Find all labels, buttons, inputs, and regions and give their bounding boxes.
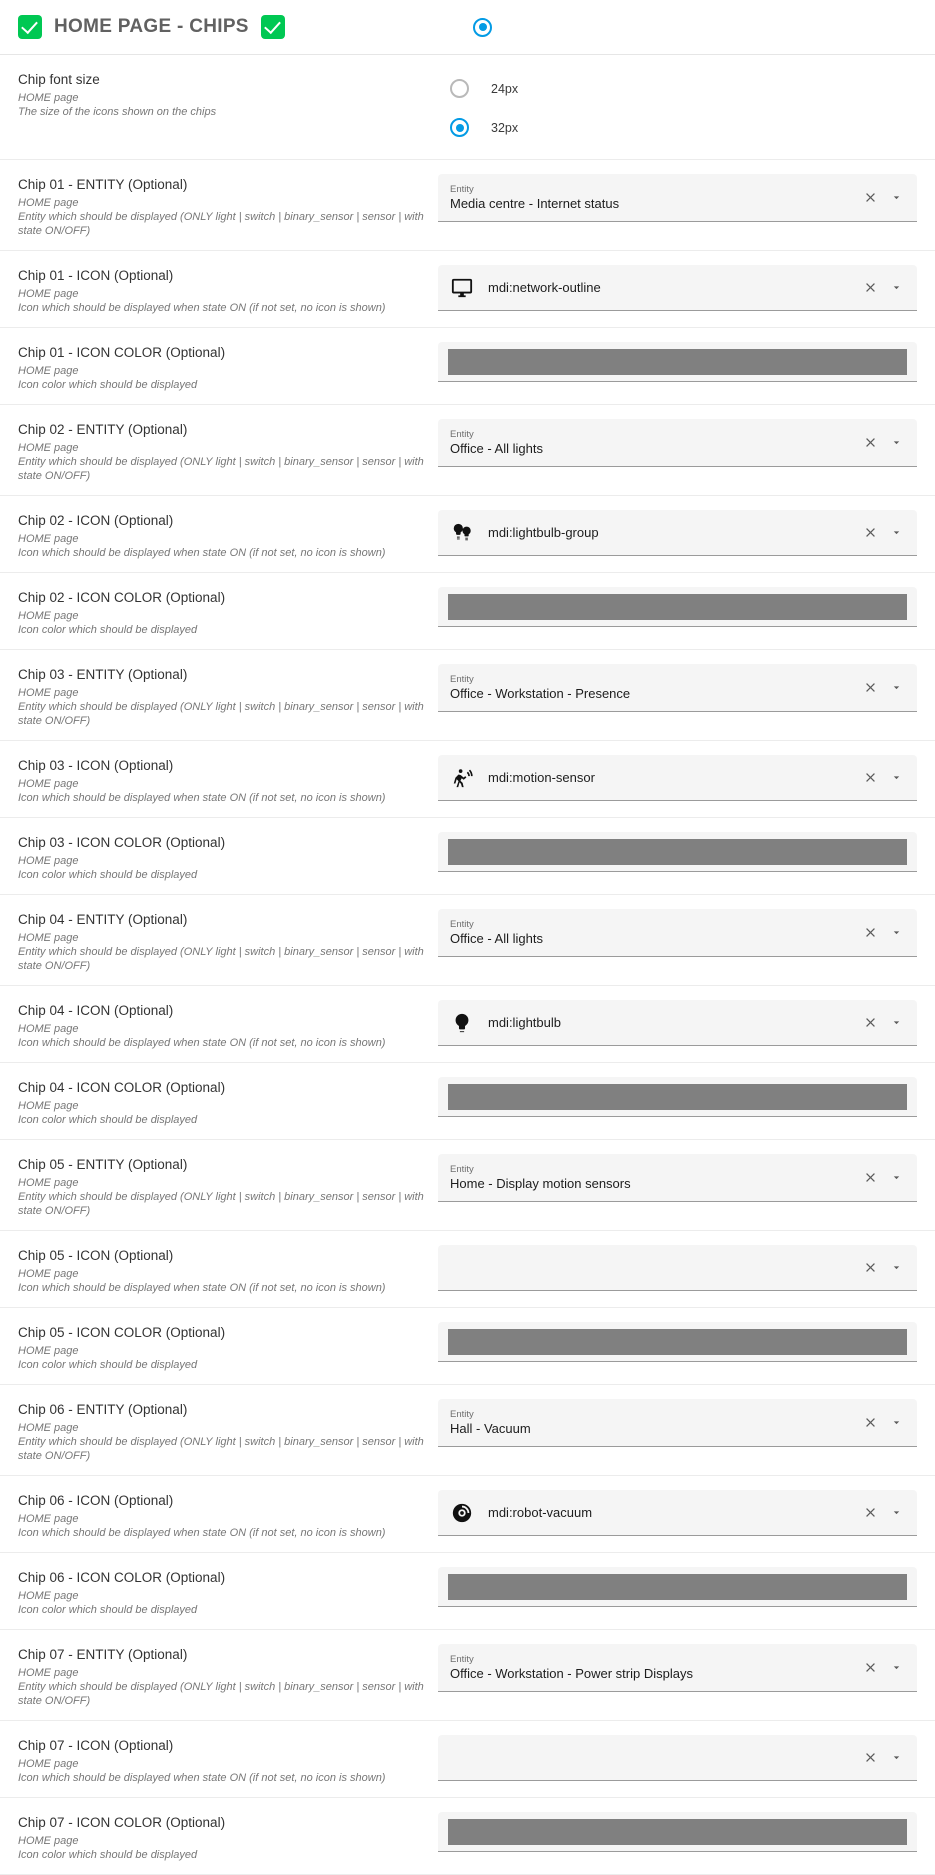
setting-description: Icon which should be displayed when state ON (if not set, no icon is shown)	[18, 1772, 386, 1784]
clear-icon[interactable]	[857, 1745, 883, 1771]
label-column	[18, 907, 438, 973]
control-column	[438, 67, 917, 147]
setting-description: Icon color which should be displayed	[18, 1114, 198, 1126]
setting-row-chip-icon-color	[0, 818, 935, 895]
setting-row-chip-entity	[0, 1630, 935, 1721]
setting-description: Icon color which should be displayed	[18, 1849, 198, 1861]
setting-title: Chip 01 - ICON (Optional)	[18, 268, 174, 283]
setting-description: Icon which should be displayed when state ON (if not set, no icon is shown)	[18, 1282, 386, 1294]
entity-picker-field[interactable]	[438, 419, 917, 467]
control-column	[438, 907, 917, 957]
clear-icon[interactable]	[857, 1255, 883, 1281]
setting-title: Chip 07 - ENTITY (Optional)	[18, 1647, 188, 1662]
label-column	[18, 1243, 438, 1295]
entity-picker-field[interactable]	[438, 1399, 917, 1447]
entity-value: Media centre - Internet status	[450, 195, 620, 211]
font-size-option-label: 24px	[491, 81, 519, 96]
color-swatch[interactable]	[448, 839, 907, 865]
setting-description: Entity which should be displayed (ONLY light | switch | binary_sensor | sensor | with state ON/OFF)	[18, 1436, 424, 1462]
setting-row-chip-icon	[0, 1721, 935, 1798]
label-column	[18, 263, 438, 315]
label-column	[18, 1733, 438, 1785]
setting-description: Entity which should be displayed (ONLY light | switch | binary_sensor | sensor | with state ON/OFF)	[18, 1681, 424, 1707]
setting-description: HOME page	[18, 1667, 79, 1679]
setting-description: HOME page	[18, 778, 79, 790]
icon-picker-text	[450, 1501, 857, 1525]
entity-value: Office - Workstation - Power strip Displays	[450, 1665, 693, 1681]
setting-description: HOME page	[18, 1590, 79, 1602]
robot-vacuum-icon	[450, 1501, 474, 1525]
color-picker-field[interactable]	[438, 587, 917, 627]
control-column	[438, 998, 917, 1046]
entity-field-label: Entity	[450, 1163, 474, 1175]
setting-description: HOME page	[18, 1023, 79, 1035]
control-column	[438, 1075, 917, 1117]
setting-row-chip-icon-color	[0, 1798, 935, 1875]
font-size-option-24[interactable]	[438, 69, 917, 108]
setting-description: HOME page	[18, 1758, 79, 1770]
setting-row-chip-icon-color	[0, 1308, 935, 1385]
color-picker-field[interactable]	[438, 342, 917, 382]
entity-picker-text	[450, 674, 857, 702]
label-column	[18, 1810, 438, 1862]
setting-row-chip-font-size	[0, 55, 935, 160]
clear-icon[interactable]	[857, 1410, 883, 1436]
entity-picker-text	[450, 184, 857, 212]
setting-title: Chip 04 - ENTITY (Optional)	[18, 912, 188, 927]
setting-title: Chip 03 - ICON (Optional)	[18, 758, 174, 773]
label-column	[18, 1397, 438, 1463]
chevron-down-icon[interactable]	[883, 765, 909, 791]
entity-picker-field[interactable]	[438, 1644, 917, 1692]
clear-icon[interactable]	[857, 275, 883, 301]
entity-picker-field[interactable]	[438, 174, 917, 222]
setting-title: Chip font size	[18, 72, 100, 87]
setting-title: Chip 06 - ICON COLOR (Optional)	[18, 1570, 226, 1585]
setting-description: Icon which should be displayed when state ON (if not set, no icon is shown)	[18, 1527, 386, 1539]
entity-field-label: Entity	[450, 1408, 474, 1420]
setting-description: Entity which should be displayed (ONLY light | switch | binary_sensor | sensor | with state ON/OFF)	[18, 1191, 424, 1217]
setting-title: Chip 03 - ENTITY (Optional)	[18, 667, 188, 682]
no-icon	[450, 1746, 474, 1770]
label-column	[18, 830, 438, 882]
font-size-option-label: 32px	[491, 120, 519, 135]
setting-description: Icon color which should be displayed	[18, 1604, 198, 1616]
lightbulb-group-icon	[450, 521, 474, 545]
motion-sensor-icon	[450, 766, 474, 790]
clear-icon[interactable]	[857, 1165, 883, 1191]
clear-icon[interactable]	[857, 1500, 883, 1526]
color-picker-field[interactable]	[438, 1322, 917, 1362]
icon-picker-text	[450, 1256, 857, 1280]
label-column	[18, 1488, 438, 1540]
control-column	[438, 263, 917, 311]
header-radio[interactable]	[473, 18, 492, 37]
entity-picker-text	[450, 429, 857, 457]
setting-description: HOME page	[18, 1100, 79, 1112]
setting-description: HOME page	[18, 855, 79, 867]
setting-title: Chip 02 - ICON COLOR (Optional)	[18, 590, 226, 605]
setting-row-chip-icon-color	[0, 1063, 935, 1140]
setting-row-chip-icon	[0, 251, 935, 328]
clear-icon[interactable]	[857, 520, 883, 546]
icon-picker-field[interactable]	[438, 510, 917, 556]
section-header	[0, 0, 935, 55]
control-column	[438, 830, 917, 872]
label-column	[18, 1152, 438, 1218]
icon-picker-field[interactable]	[438, 265, 917, 311]
label-column	[18, 753, 438, 805]
icon-picker-field[interactable]	[438, 1245, 917, 1291]
entity-field-label: Entity	[450, 1653, 474, 1665]
setting-scope: HOME page	[18, 92, 79, 104]
color-swatch[interactable]	[448, 1084, 907, 1110]
radio-icon[interactable]	[450, 118, 469, 137]
clear-icon[interactable]	[857, 920, 883, 946]
enable-section-checkbox-left[interactable]	[18, 15, 42, 39]
label-column	[18, 662, 438, 728]
page-title: HOME PAGE - CHIPS	[54, 16, 249, 37]
icon-value: mdi:motion-sensor	[488, 769, 595, 785]
color-swatch[interactable]	[448, 1819, 907, 1845]
control-column	[438, 172, 917, 222]
clear-icon[interactable]	[857, 675, 883, 701]
label-column	[18, 67, 438, 119]
setting-description: Entity which should be displayed (ONLY light | switch | binary_sensor | sensor | with state ON/OFF)	[18, 211, 424, 237]
color-swatch[interactable]	[448, 594, 907, 620]
setting-description: HOME page	[18, 533, 79, 545]
setting-description: Entity which should be displayed (ONLY light | switch | binary_sensor | sensor | with state ON/OFF)	[18, 456, 424, 482]
setting-description: Icon which should be displayed when state ON (if not set, no icon is shown)	[18, 1037, 386, 1049]
setting-row-chip-icon-color	[0, 1553, 935, 1630]
chevron-down-icon[interactable]	[883, 675, 909, 701]
control-column	[438, 1397, 917, 1447]
radio-icon[interactable]	[450, 79, 469, 98]
icon-picker-field[interactable]	[438, 755, 917, 801]
entity-value: Office - All lights	[450, 930, 543, 946]
clear-icon[interactable]	[857, 430, 883, 456]
setting-title: Chip 03 - ICON COLOR (Optional)	[18, 835, 226, 850]
entity-picker-field[interactable]	[438, 909, 917, 957]
entity-picker-text	[450, 1409, 857, 1437]
setting-description: Icon color which should be displayed	[18, 624, 198, 636]
control-column	[438, 585, 917, 627]
icon-picker-text	[450, 276, 857, 300]
setting-description: HOME page	[18, 1513, 79, 1525]
chevron-down-icon[interactable]	[883, 185, 909, 211]
font-size-option-32[interactable]	[438, 108, 917, 147]
label-column	[18, 172, 438, 238]
icon-value: mdi:lightbulb-group	[488, 524, 599, 540]
entity-field-label: Entity	[450, 183, 474, 195]
setting-description: HOME page	[18, 1345, 79, 1357]
icon-picker-text	[450, 1746, 857, 1770]
setting-row-chip-entity	[0, 895, 935, 986]
setting-description: Icon color which should be displayed	[18, 1359, 198, 1371]
icon-value: mdi:lightbulb	[488, 1014, 561, 1030]
color-swatch[interactable]	[448, 1574, 907, 1600]
setting-description: HOME page	[18, 1177, 79, 1189]
chevron-down-icon[interactable]	[883, 1010, 909, 1036]
clear-icon[interactable]	[857, 1655, 883, 1681]
setting-title: Chip 01 - ICON COLOR (Optional)	[18, 345, 226, 360]
icon-picker-field[interactable]	[438, 1000, 917, 1046]
color-picker-field[interactable]	[438, 1812, 917, 1852]
monitor-icon	[450, 276, 474, 300]
control-column	[438, 753, 917, 801]
setting-title: Chip 04 - ICON COLOR (Optional)	[18, 1080, 226, 1095]
entity-picker-text	[450, 1654, 857, 1682]
setting-description: HOME page	[18, 1422, 79, 1434]
label-column	[18, 417, 438, 483]
setting-description: Entity which should be displayed (ONLY light | switch | binary_sensor | sensor | with state ON/OFF)	[18, 701, 424, 727]
color-picker-field[interactable]	[438, 832, 917, 872]
icon-picker-text	[450, 766, 857, 790]
color-swatch[interactable]	[448, 1329, 907, 1355]
entity-field-label: Entity	[450, 428, 474, 440]
label-column	[18, 998, 438, 1050]
setting-description: HOME page	[18, 442, 79, 454]
setting-description: HOME page	[18, 932, 79, 944]
enable-section-checkbox-right[interactable]	[261, 15, 285, 39]
setting-row-chip-entity	[0, 160, 935, 251]
setting-description: HOME page	[18, 1268, 79, 1280]
entity-value: Hall - Vacuum	[450, 1420, 531, 1436]
setting-title: Chip 05 - ENTITY (Optional)	[18, 1157, 188, 1172]
setting-description: HOME page	[18, 365, 79, 377]
setting-title: Chip 06 - ICON (Optional)	[18, 1493, 174, 1508]
setting-row-chip-entity	[0, 1385, 935, 1476]
label-column	[18, 1320, 438, 1372]
setting-title: Chip 07 - ICON (Optional)	[18, 1738, 174, 1753]
label-column	[18, 508, 438, 560]
setting-row-chip-icon	[0, 496, 935, 573]
label-column	[18, 1565, 438, 1617]
chevron-down-icon[interactable]	[883, 1745, 909, 1771]
entity-value: Office - Workstation - Presence	[450, 685, 631, 701]
setting-description: Icon color which should be displayed	[18, 869, 198, 881]
setting-title: Chip 07 - ICON COLOR (Optional)	[18, 1815, 226, 1830]
entity-picker-field[interactable]	[438, 664, 917, 712]
icon-value: mdi:robot-vacuum	[488, 1504, 593, 1520]
control-column	[438, 340, 917, 382]
label-column	[18, 1075, 438, 1127]
chevron-down-icon[interactable]	[883, 1255, 909, 1281]
chevron-down-icon[interactable]	[883, 1165, 909, 1191]
control-column	[438, 662, 917, 712]
chevron-down-icon[interactable]	[883, 520, 909, 546]
no-icon	[450, 1256, 474, 1280]
icon-value: mdi:network-outline	[488, 279, 601, 295]
setting-title: Chip 02 - ICON (Optional)	[18, 513, 174, 528]
setting-description: HOME page	[18, 687, 79, 699]
entity-field-label: Entity	[450, 918, 474, 930]
control-column	[438, 1488, 917, 1536]
label-column	[18, 1642, 438, 1708]
control-column	[438, 1152, 917, 1202]
setting-description: Icon color which should be displayed	[18, 379, 198, 391]
setting-description: HOME page	[18, 197, 79, 209]
setting-description: HOME page	[18, 610, 79, 622]
chevron-down-icon[interactable]	[883, 275, 909, 301]
label-column	[18, 340, 438, 392]
control-column	[438, 508, 917, 556]
setting-title: Chip 01 - ENTITY (Optional)	[18, 177, 188, 192]
setting-title: Chip 05 - ICON (Optional)	[18, 1248, 174, 1263]
setting-title: Chip 04 - ICON (Optional)	[18, 1003, 174, 1018]
lightbulb-icon	[450, 1011, 474, 1035]
setting-description: The size of the icons shown on the chips	[18, 106, 217, 118]
color-picker-field[interactable]	[438, 1567, 917, 1607]
setting-description: HOME page	[18, 288, 79, 300]
setting-description: Entity which should be displayed (ONLY light | switch | binary_sensor | sensor | with state ON/OFF)	[18, 946, 424, 972]
icon-picker-field[interactable]	[438, 1735, 917, 1781]
entity-picker-text	[450, 919, 857, 947]
setting-row-chip-icon	[0, 741, 935, 818]
clear-icon[interactable]	[857, 765, 883, 791]
setting-row-chip-entity	[0, 1140, 935, 1231]
setting-description: Icon which should be displayed when state ON (if not set, no icon is shown)	[18, 547, 386, 559]
icon-picker-field[interactable]	[438, 1490, 917, 1536]
entity-picker-field[interactable]	[438, 1154, 917, 1202]
color-swatch[interactable]	[448, 349, 907, 375]
header-left-group	[18, 15, 473, 39]
chevron-down-icon[interactable]	[883, 1410, 909, 1436]
entity-field-label: Entity	[450, 673, 474, 685]
control-column	[438, 1565, 917, 1607]
clear-icon[interactable]	[857, 185, 883, 211]
control-column	[438, 417, 917, 467]
control-column	[438, 1642, 917, 1692]
setting-title: Chip 02 - ENTITY (Optional)	[18, 422, 188, 437]
header-right-group	[473, 18, 492, 37]
color-picker-field[interactable]	[438, 1077, 917, 1117]
control-column	[438, 1733, 917, 1781]
label-column	[18, 585, 438, 637]
chevron-down-icon[interactable]	[883, 1500, 909, 1526]
setting-row-chip-icon	[0, 986, 935, 1063]
icon-picker-text	[450, 1011, 857, 1035]
setting-row-chip-entity	[0, 405, 935, 496]
control-column	[438, 1810, 917, 1852]
control-column	[438, 1320, 917, 1362]
setting-description: HOME page	[18, 1835, 79, 1847]
setting-description: Icon which should be displayed when state ON (if not set, no icon is shown)	[18, 792, 386, 804]
clear-icon[interactable]	[857, 1010, 883, 1036]
chevron-down-icon[interactable]	[883, 430, 909, 456]
icon-picker-text	[450, 521, 857, 545]
chevron-down-icon[interactable]	[883, 1655, 909, 1681]
setting-title: Chip 06 - ENTITY (Optional)	[18, 1402, 188, 1417]
entity-picker-text	[450, 1164, 857, 1192]
control-column	[438, 1243, 917, 1291]
setting-row-chip-icon	[0, 1476, 935, 1553]
setting-description: Icon which should be displayed when state ON (if not set, no icon is shown)	[18, 302, 386, 314]
setting-row-chip-icon-color	[0, 573, 935, 650]
entity-value: Office - All lights	[450, 440, 543, 456]
setting-row-chip-icon	[0, 1231, 935, 1308]
chevron-down-icon[interactable]	[883, 920, 909, 946]
entity-value: Home - Display motion sensors	[450, 1175, 631, 1191]
setting-title: Chip 05 - ICON COLOR (Optional)	[18, 1325, 226, 1340]
setting-row-chip-icon-color	[0, 328, 935, 405]
setting-row-chip-entity	[0, 650, 935, 741]
